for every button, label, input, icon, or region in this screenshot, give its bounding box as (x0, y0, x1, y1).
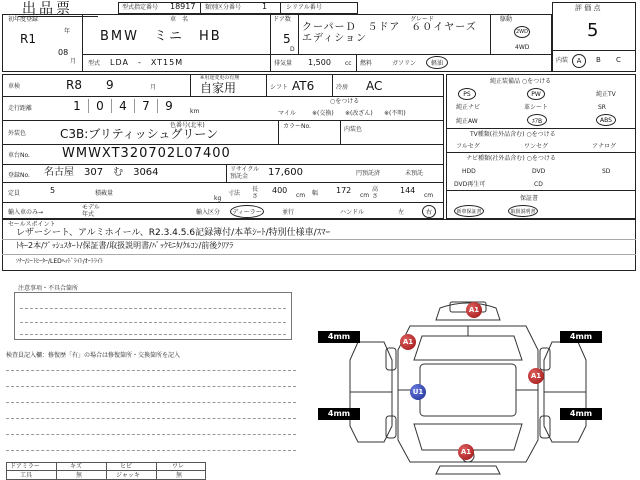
displacement-label: 排気量 (274, 60, 293, 67)
mileage-replaced: ※(交換) (312, 110, 334, 117)
displacement-value: 1,500 (308, 58, 331, 67)
mileage-digit: 9 (165, 99, 173, 113)
mileage-unknown: ※(不明) (384, 110, 406, 117)
height-value: 144 (400, 186, 416, 195)
color-no-label: 色番号(北米) (170, 122, 205, 129)
footer-value-tools: 工具 (20, 472, 33, 479)
capacity-label: 定員 (8, 190, 21, 197)
drive-4wd: 4WD (515, 44, 530, 51)
model-value: LDA - XT15M (110, 58, 184, 67)
mileage-label: 走行距離 (8, 105, 33, 112)
tread-front-right: 4mm (560, 331, 602, 343)
equip-ps: PS (458, 88, 476, 100)
drive-label: 駆動 (500, 16, 513, 23)
door-d: D (290, 46, 295, 53)
warranty-manual: 取扱説明書 (508, 205, 538, 217)
interior-b: B (596, 56, 601, 64)
month-suffix: 月 (70, 58, 77, 65)
tv-type-label: TV種類(社外品含む) ○をつける (470, 131, 556, 138)
damage-marker: U1 (410, 384, 426, 400)
load-unit: kg (214, 195, 222, 202)
form-no-label: 型式指定番号 (122, 4, 159, 11)
sales-line-1: レザーシート、アルミホイール、R2.3.4.5.6記録簿付/本革ｼｰﾄ/特別仕様車/ｽﾏｰ (16, 228, 331, 238)
year-suffix: 年 (64, 28, 71, 35)
import-parallel: 並行 (282, 209, 295, 216)
recycle-label: リサイクル預託金 (230, 166, 260, 180)
score-value: 5 (587, 20, 599, 41)
sales-points-label: セールスポイント (8, 221, 56, 228)
fuel-gasoline: ガソリン (392, 60, 417, 67)
handle-left: 左 (398, 209, 405, 216)
caution-box (14, 292, 292, 340)
shift-label: シフト (270, 84, 289, 91)
mileage-check: ○をつける (330, 98, 360, 105)
handle-right-circled: 右 (422, 205, 436, 218)
score-label: 評 価 点 (575, 4, 601, 12)
ac-label: 冷房 (336, 84, 349, 91)
first-reg-label: 初年度登録 (8, 16, 39, 23)
std-equip-label: 純正装備品 ○をつける (490, 78, 552, 85)
damage-marker: A1 (466, 302, 482, 318)
import-type-label: 輸入区分 (196, 209, 221, 216)
color-change-label: カラーNo. (283, 123, 311, 130)
first-reg-year: R1 (20, 32, 36, 46)
interior-color-label: 内装色 (344, 126, 363, 133)
footer-label-break: ワレ (172, 463, 185, 470)
interior-label: 内装 (556, 57, 569, 64)
navi-hdd: HDD (462, 168, 476, 175)
media-dvd: DVD再生可 (454, 181, 486, 188)
plate-label: 登録No. (8, 172, 30, 179)
handle-label: ハンドル (340, 209, 365, 216)
equip-sr: SR (598, 104, 606, 111)
usage-value: 自家用 (200, 81, 237, 95)
usage-label: ※用途変更の有無 (200, 75, 240, 81)
size-label: 寸法 (228, 190, 241, 197)
shaken-value: R8 9 (66, 78, 114, 92)
interior-a: A (572, 54, 586, 68)
warranty-label: 保証書 (520, 195, 539, 202)
equip-aw: 純正AW (456, 118, 478, 125)
equip-pw: PW (527, 88, 545, 100)
mileage-unit: km (190, 108, 200, 115)
sales-line-3: ｿﾅｰ/ｼｰﾄﾋｰﾀｰ/LEDﾍｯﾄﾞﾗｲﾄ/ｵｰﾄﾗｲﾄ (16, 258, 103, 265)
mileage-digit: 1 (66, 99, 89, 113)
fuel-label: 燃料 (360, 60, 373, 67)
model-label: 型式 (88, 60, 101, 67)
footer-label-crack: ヒビ (120, 463, 133, 470)
shaken-label: 車検 (8, 83, 21, 90)
interior-c: C (616, 56, 621, 64)
damage-marker: A1 (400, 334, 416, 350)
equip-navi: 純正ナビ (456, 104, 481, 111)
category-label: 類別区分番号 (205, 4, 242, 11)
mileage-mile: マイル (278, 110, 296, 117)
vin-value: WMWXT320702L07400 (62, 146, 231, 161)
model-year-label: モデル年式 (82, 204, 100, 218)
equip-tv: 純正TV (596, 91, 616, 98)
import-dealer-circled: ディーラー (230, 205, 264, 218)
recycle-status: 未預託 (405, 170, 424, 177)
footer-value-1: 無 (76, 472, 83, 479)
footer-value-jack: ジャッキ (116, 472, 140, 479)
mileage-tampered: ※(改ざん) (345, 110, 373, 117)
import-label: 輸入車のみ→ (8, 209, 44, 216)
recycle-value: 17,600 (268, 167, 303, 178)
navi-sd: SD (602, 168, 611, 175)
car-name: BMW ミニ HB (100, 29, 222, 44)
mileage-digits (66, 99, 180, 113)
footer-label-scratch: キズ (70, 463, 82, 470)
length-value: 400 (272, 186, 288, 195)
category-value: 1 (262, 2, 268, 11)
grade-label: グレード (410, 16, 435, 23)
mileage-digit: 7 (135, 99, 158, 113)
mileage-digit: 0 (89, 99, 112, 113)
equip-abs: ABS (596, 114, 616, 126)
tread-rear-right: 4mm (560, 408, 602, 420)
tread-front-left: 4mm (318, 331, 360, 343)
displacement-unit: cc (345, 60, 352, 67)
height-unit: cm (424, 192, 434, 199)
width-value: 172 (336, 186, 352, 195)
serial-label: シリアル番号 (286, 4, 322, 11)
caution-label: 注意事項・不具合箇所 (18, 285, 79, 292)
navi-type-label: ナビ種類(社外品含む) ○をつける (466, 155, 556, 162)
damage-marker: A1 (528, 368, 544, 384)
doors-label: ドア数 (273, 16, 291, 23)
equip-leather: 革シート (524, 104, 549, 111)
tv-oneseg: ワンセグ (524, 143, 549, 150)
load-label: 積載量 (95, 190, 114, 197)
warranty-new: 新車保証書 (454, 205, 484, 217)
grade-value: クーパーＤ ５ドア ６０イヤーズ エディション (302, 22, 488, 44)
sales-line-2: ﾄｷｰ2本/ﾌﾟｯｼｭｽﾀｰﾄ/保証書/取扱説明書/ﾊﾞｯｸﾓﾆﾀ/ｸﾙｺﾝ/前後ｸﾘｱﾗ (16, 241, 234, 250)
tv-analog: アナログ (592, 143, 617, 150)
inspector-label: 検査員記入欄：修復歴「有」の場合は修復箇所・交換箇所を記入 (6, 352, 181, 359)
media-cd: CD (534, 181, 543, 188)
color-value: C3B:ブリティッシュグリーン (60, 127, 219, 141)
length-label: 長さ (252, 186, 259, 200)
first-reg-month: 08 (58, 48, 69, 57)
width-label: 幅 (312, 190, 319, 197)
vin-label: 車台No. (8, 152, 30, 159)
capacity-value: 5 (50, 186, 56, 195)
mileage-digit: 4 (112, 99, 135, 113)
tread-rear-left: 4mm (318, 408, 360, 420)
sheet-title: 出品票 (22, 1, 73, 17)
tv-fullseg: フルセグ (456, 143, 480, 150)
ac-value: AC (366, 79, 383, 93)
height-label: 高さ (372, 186, 379, 200)
shaken-suffix: 月 (150, 84, 157, 91)
footer-value-2: 無 (176, 472, 183, 479)
plate-value: 名古屋 307 む 3064 (44, 167, 159, 178)
car-name-label: 車 名 (170, 16, 189, 23)
length-unit: cm (296, 192, 306, 199)
doors-value: 5 (283, 32, 291, 46)
damage-marker: A1 (458, 444, 474, 460)
drive-2wd: 2WD (514, 26, 530, 38)
footer-label-mirror: ドアミラー (10, 463, 40, 470)
form-no-value: 18917 (170, 2, 196, 11)
shift-value: AT6 (292, 79, 315, 93)
recycle-unit: 円預託済 (356, 170, 381, 177)
width-unit: cm (360, 192, 370, 199)
fuel-diesel-circled: 軽油 (426, 56, 448, 69)
navi-dvd: DVD (532, 168, 546, 175)
color-label: 外装色 (8, 130, 27, 137)
equip-airbag: ｴｱB (527, 114, 547, 126)
